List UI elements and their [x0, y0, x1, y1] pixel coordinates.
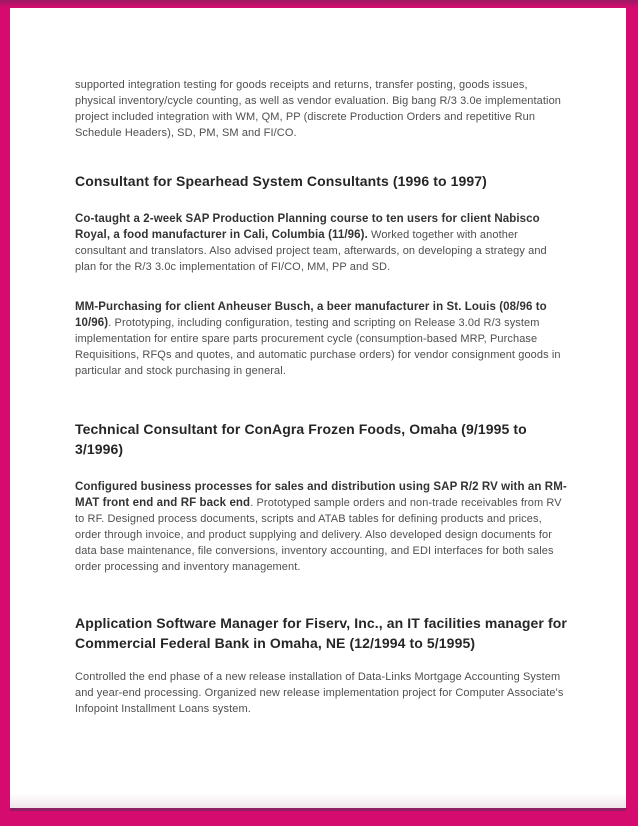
frame-top-bevel [0, 0, 638, 8]
section-heading-fiserv: Application Software Manager for Fiserv, Inc., an IT facilities manager for Commercial Federal Bank in Omaha, NE (12/1994 to 5/1995) [75, 615, 567, 651]
paragraph-nabisco [75, 211, 570, 275]
paragraph-anheuser [75, 299, 570, 379]
paragraph-nabisco-body: Worked together with another consultant and translators. Also advised project team, afterwards, on developing a strategy and plan for the R/3 3.0c implementation of FI/CO, MM, PP and SD. [75, 229, 547, 273]
paragraph-anheuser-lead: MM-Purchasing for client Anheuser Busch, a beer manufacturer in St. Louis (08/96 to 10/96) [75, 301, 547, 329]
paragraph-intro: supported integration testing for goods receipts and returns, transfer posting, goods issues, physical inventory/cycle counting, as well as vendor evaluation. Big bang R/3 3.0e implementation project included integration with WM, QM, PP (discrete Production Orders and repetitive Run Schedule Headers), SD, PM, SM and FI/CO. [75, 79, 562, 139]
paragraph-conagra [75, 479, 570, 575]
paragraph-nabisco-lead: Co-taught a 2-week SAP Production Planning course to ten users for client Nabisco Royal, a food manufacturer in Cali, Columbia (11/96). [75, 213, 540, 241]
paragraph-fiserv [75, 669, 570, 717]
paragraph-conagra-body: . Prototyped sample orders and non-trade receivables from RV to RF. Designed process documents, scripts and ATAB tables for defining products and prices, order through invoice, and product supplying and delivery. Also developed design documents for data base maintenance, file conversions, inventory accounting, and EDI interfaces for both sales order processing and inventory management. [75, 497, 562, 573]
section-heading-conagra: Technical Consultant for ConAgra Frozen Foods, Omaha (9/1995 to 3/1996) [75, 421, 527, 457]
paragraph-fiserv-body: Controlled the end phase of a new release installation of Data-Links Mortgage Accounting System and year-end processing. Organized new release implementation project for Computer Associate's Infopoint Installment Loans system. [75, 671, 564, 715]
paragraph-conagra-lead: Configured business processes for sales and distribution using SAP R/2 RV with an RM-MAT front end and RF back end [75, 481, 567, 509]
paragraph-anheuser-body: . Prototyping, including configuration, testing and scripting on Release 3.0d R/3 system implementation for entire spare parts procurement cycle (consumption-based MRP, Purchase Requisitions, RFQs and quotes, and automatic purchase orders) for vendor consignment goods in particular and stock purchasing in general. [75, 317, 561, 377]
document-page [10, 8, 626, 811]
section-heading-spearhead: Consultant for Spearhead System Consultants (1996 to 1997) [75, 173, 487, 189]
document-content [10, 8, 626, 717]
